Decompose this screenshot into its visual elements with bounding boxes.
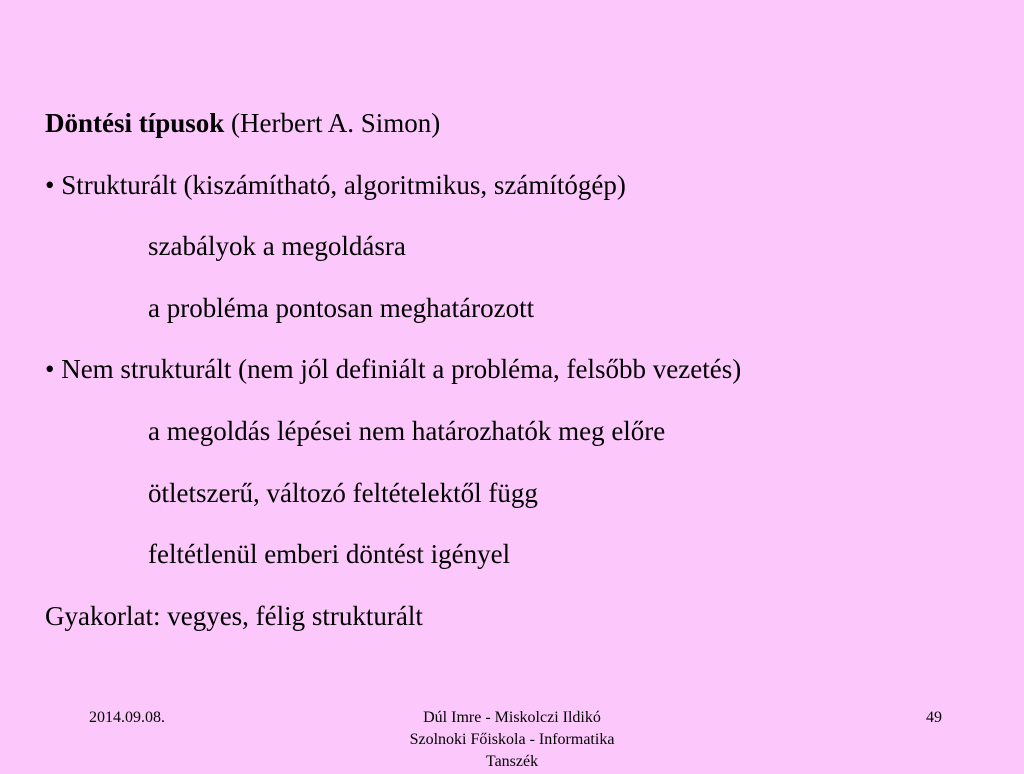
slide-title-bold: Döntési típusok [45,108,225,138]
unstructured-detail-steps: a megoldás lépései nem határozhatók meg előre [148,415,666,446]
footer-page-number: 49 [926,709,942,726]
practice-line: Gyakorlat: vegyes, félig strukturált [45,600,423,631]
structured-detail-defined: a probléma pontosan meghatározott [148,292,535,323]
slide-body [45,100,1005,654]
unstructured-detail-human: feltétlenül emberi döntést igényel [148,539,511,570]
footer-institution-line2: Tanszék [485,753,539,770]
footer-date: 2014.09.08. [89,709,165,726]
footer-credits [362,708,662,774]
footer-author: Dúl Imre - Miskolczi Ildikó [423,709,601,726]
bullet-unstructured: • Nem strukturált (nem jól definiált a probléma, felsőbb vezetés) [45,354,742,385]
footer-institution-line1: Szolnoki Főiskola - Informatika [409,731,615,748]
slide-title [45,100,1005,162]
unstructured-detail-conditions: ötletszerű, változó feltételektől függ [148,477,538,508]
structured-detail-rules: szabályok a megoldásra [148,231,406,262]
bullet-structured: • Strukturált (kiszámítható, algoritmikus, számítógép) [45,169,626,200]
slide-title-author: (Herbert A. Simon) [224,108,441,138]
